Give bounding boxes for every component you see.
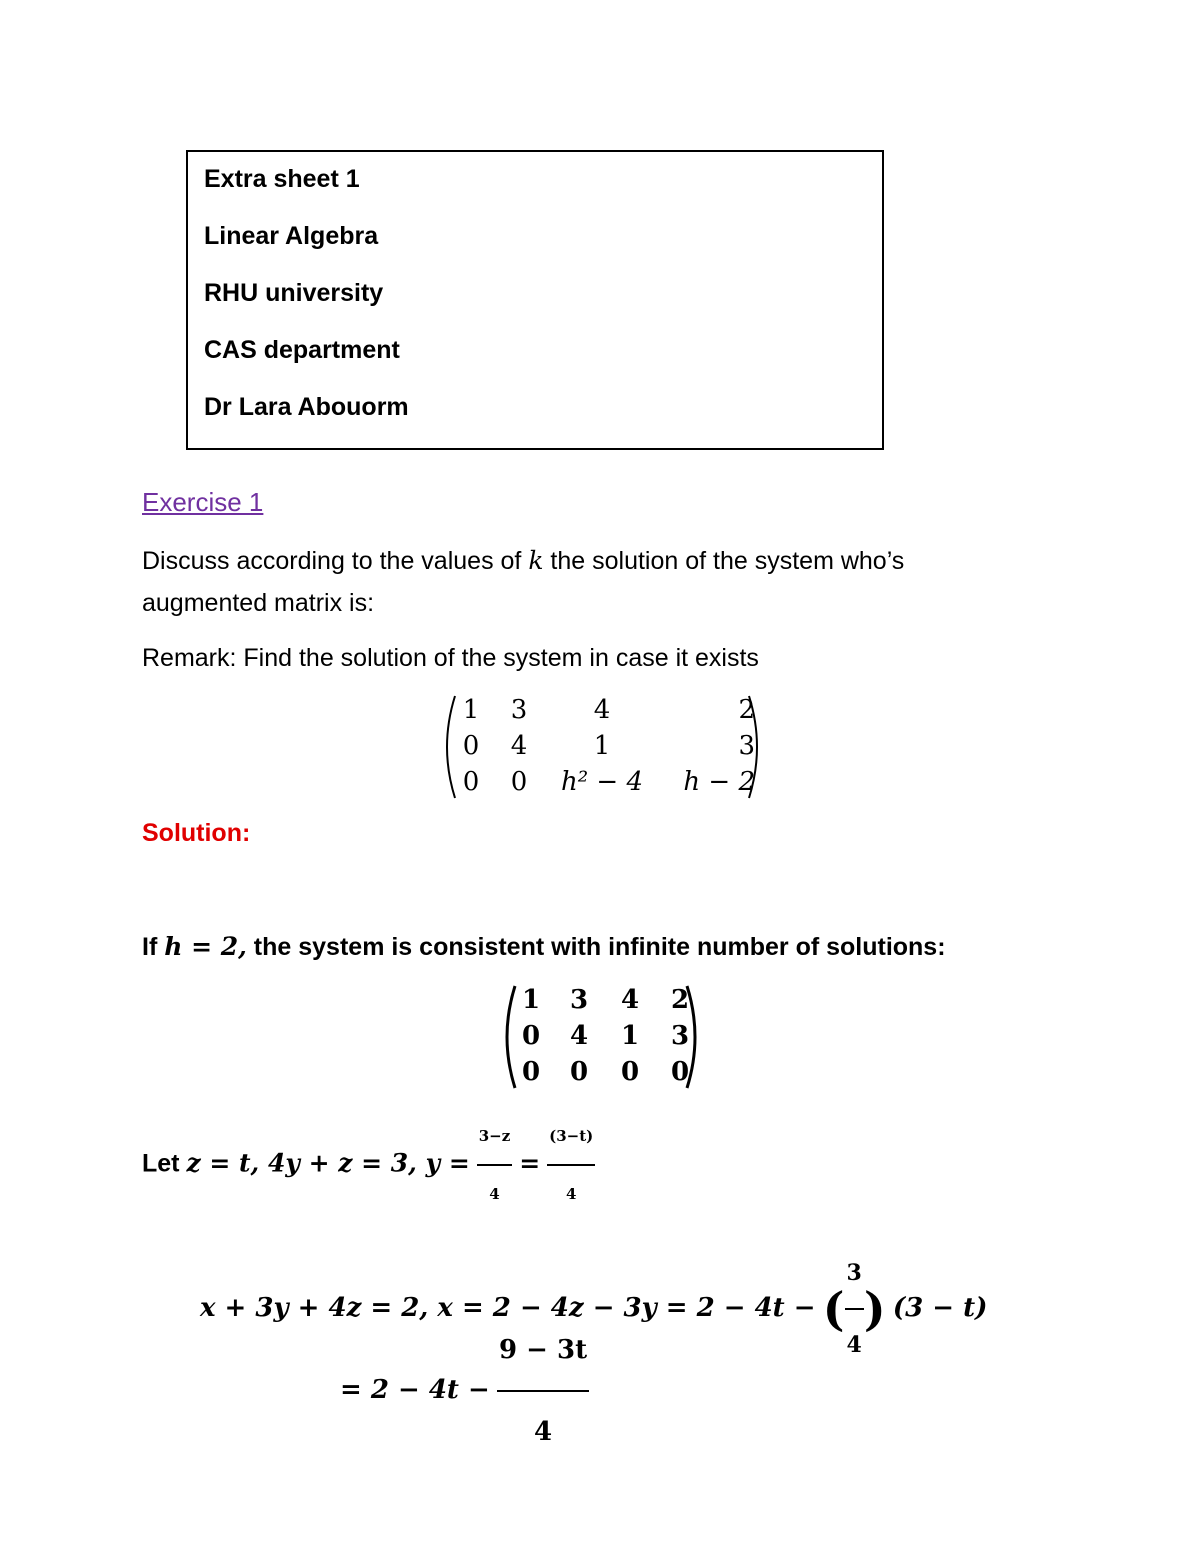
header-line-course: Linear Algebra	[204, 222, 379, 250]
matrix-cell: 0	[521, 1057, 541, 1087]
equals-sign: =	[519, 1148, 541, 1178]
matrix-cell: 4	[593, 695, 611, 725]
matrix-cell: 3	[670, 1021, 690, 1051]
x-line2-prefix: = 2 − 4t −	[340, 1374, 490, 1405]
prompt-variable: k	[528, 546, 544, 575]
right-paren: )	[863, 1282, 886, 1336]
matrix-cell: h² − 4	[560, 767, 644, 797]
matrix-cell: 1	[462, 695, 480, 725]
case-condition: h = 2,	[164, 932, 247, 961]
left-paren: (	[822, 1282, 845, 1336]
header-line-sheet: Extra sheet 1	[204, 165, 360, 193]
exercise-remark: Remark: Find the solution of the system in case it exists	[142, 644, 759, 672]
matrix-cell: 0	[620, 1057, 640, 1087]
x-fraction-2	[497, 1310, 589, 1472]
let-line	[142, 1108, 595, 1222]
fraction-numerator: (3−t)	[547, 1108, 595, 1166]
matrix-cell: 0	[521, 1021, 541, 1051]
let-prefix: Let	[142, 1149, 187, 1178]
header-line-instructor: Dr Lara Abouorm	[204, 393, 409, 421]
matrix-cell: 1	[593, 731, 611, 761]
let-expression: z = t, 4y + z = 3, y =	[186, 1148, 470, 1178]
header-line-department: CAS department	[204, 336, 400, 364]
exercise-prompt-line2: augmented matrix is:	[142, 589, 375, 617]
right-paren	[685, 982, 705, 1092]
header-box	[186, 150, 884, 450]
fraction-denominator: 4	[489, 1185, 500, 1203]
prompt-text-b: the solution of the system who’s	[543, 547, 905, 575]
x-equation-line2	[340, 1310, 589, 1472]
fraction-denominator: 4	[565, 1185, 577, 1203]
right-paren	[747, 692, 767, 802]
x-tail: (3 − t)	[892, 1292, 988, 1323]
matrix-cell: 3	[569, 985, 589, 1015]
fraction-numerator: 3−z	[477, 1108, 513, 1166]
reduced-matrix-grid	[509, 982, 705, 1090]
x-equation-line1	[200, 1238, 987, 1380]
matrix-cell: 0	[462, 767, 480, 797]
matrix-cell: 4	[510, 731, 528, 761]
prompt-text-a: Discuss according to the values of	[142, 547, 529, 575]
matrix-cell: 4	[569, 1021, 589, 1051]
matrix-cell: 4	[620, 985, 640, 1015]
case-prefix: If	[142, 933, 165, 961]
matrix-cell: 3	[510, 695, 528, 725]
reduced-matrix	[497, 982, 705, 1092]
matrix-cell: 0	[670, 1057, 690, 1087]
matrix-cell: h − 2	[683, 767, 755, 797]
y-fraction-2	[547, 1108, 595, 1222]
exercise-prompt	[142, 546, 904, 576]
fraction-numerator: 3	[845, 1238, 864, 1310]
fraction-denominator: 4	[534, 1417, 553, 1447]
matrix-cell: 0	[510, 767, 528, 797]
fraction-numerator: 9 − 3t	[497, 1310, 589, 1392]
solution-title: Solution:	[142, 819, 251, 847]
matrix-cell: 0	[462, 731, 480, 761]
matrix-cell: 1	[521, 985, 541, 1015]
x-expression: x + 3y + 4z = 2, x = 2 − 4z − 3y = 2 − 4t −	[200, 1292, 816, 1323]
fraction-denominator: 4	[846, 1332, 862, 1358]
matrix-cell: 0	[569, 1057, 589, 1087]
matrix-cell: 2	[670, 985, 690, 1015]
case-statement	[142, 932, 946, 962]
matrix-cell: 1	[620, 1021, 640, 1051]
x-fraction	[845, 1238, 864, 1380]
case-text: the system is consistent with infinite number of solutions:	[246, 933, 946, 961]
header-line-university: RHU university	[204, 279, 384, 307]
matrix-cell: 3	[738, 731, 755, 761]
y-fraction-1	[477, 1108, 513, 1222]
augmented-matrix	[437, 692, 767, 802]
matrix-cell: 2	[738, 695, 755, 725]
exercise-title: Exercise 1	[142, 487, 264, 517]
matrix-grid	[451, 692, 767, 800]
